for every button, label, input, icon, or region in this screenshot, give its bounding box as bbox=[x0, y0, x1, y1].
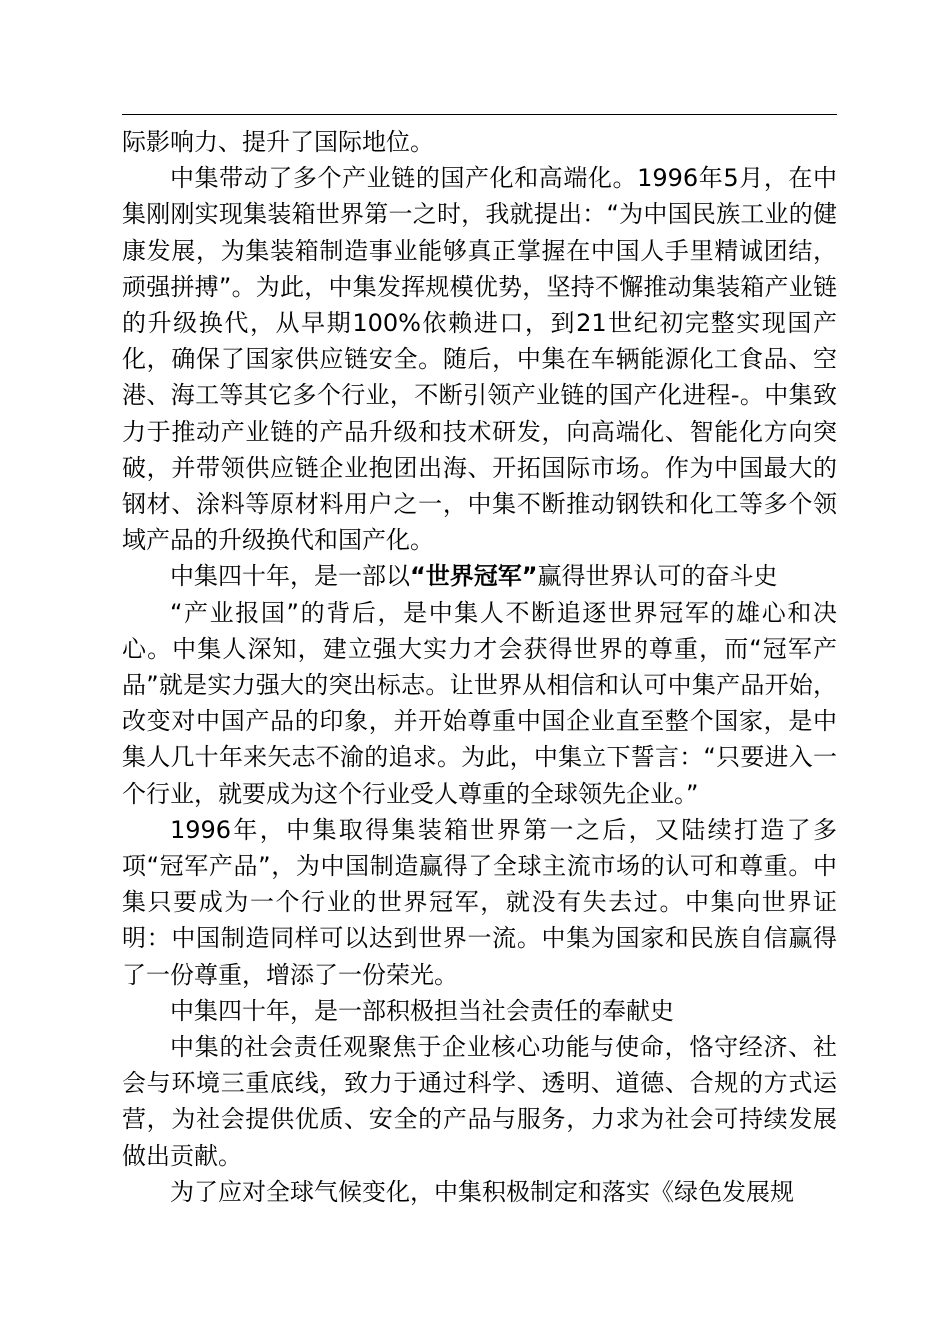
heading-suffix: 赢得世界认可的奋斗史 bbox=[537, 562, 778, 591]
paragraph-social-responsibility: 中集的社会责任观聚焦于企业核心功能与使命，恪守经济、社会与环境三重底线，致力于通过科学、透明、道德、合规的方式运营，为社会提供优质、安全的产品与服务，力求为社会可持续发展做出贡献。 bbox=[122, 1033, 837, 1170]
paragraph-industry-chain: 中集带动了多个产业链的国产化和高端化。1996年5月，在中集刚刚实现集装箱世界第一之时，我就提出：“为中国民族工业的健康发展，为集装箱制造事业能够真正掌握在中国人手里精诚团结，顽强拼搏”。为此，中集发挥规模优势，坚持不懈推动集装箱产业链的升级换代，从早期100%依赖进口，到21世纪初完整实现国产化，确保了国家供应链安全。随后，中集在车辆能源化工食品、空港、海工等其它多个行业，不断引领产业链的国产化进程-。中集致力于推动产业链的产品升级和技术研发，向高端化、智能化方向突破，并带领供应链企业抱团出海、开拓国际市场。作为中国最大的钢材、涂料等原材料用户之一，中集不断推动钢铁和化工等多个领域产品的升级换代和国产化。 bbox=[122, 164, 837, 555]
paragraph-champion-ambition: “产业报国”的背后，是中集人不断追逐世界冠军的雄心和决心。中集人深知，建立强大实力才会获得世界的尊重，而“冠军产品”就是实力强大的突出标志。让世界从相信和认可中集产品开始，改变对中国产品的印象，并开始尊重中国企业直至整个国家，是中集人几十年来矢志不渝的追求。为此，中集立下誓言：“只要进入一个行业，就要成为这个行业受人尊重的全球领先企业。” bbox=[122, 598, 837, 808]
section-heading-social-responsibility: 中集四十年，是一部积极担当社会责任的奉献史 bbox=[170, 996, 674, 1025]
heading-prefix: 中集四十年，是一部以 bbox=[170, 562, 410, 591]
section-heading-world-champion bbox=[122, 558, 837, 594]
document-body bbox=[122, 124, 837, 1210]
paragraph-continued: 际影响力、提升了国际地位。 bbox=[122, 128, 434, 156]
paragraph-champion-products: 1996年，中集取得集装箱世界第一之后，又陆续打造了多项“冠军产品”，为中国制造赢得了全球主流市场的认可和尊重。中集只要成为一个行业的世界冠军，就没有失去过。中集向世界证明：中国制造同样可以达到世界一流。中集为国家和民族自信赢得了一份尊重，增添了一份荣光。 bbox=[122, 815, 837, 989]
paragraph-climate-change: 为了应对全球气候变化，中集积极制定和落实《绿色发展规 bbox=[170, 1177, 794, 1206]
header-rule bbox=[122, 114, 837, 115]
heading-emphasis: “世界冠军” bbox=[410, 562, 538, 591]
